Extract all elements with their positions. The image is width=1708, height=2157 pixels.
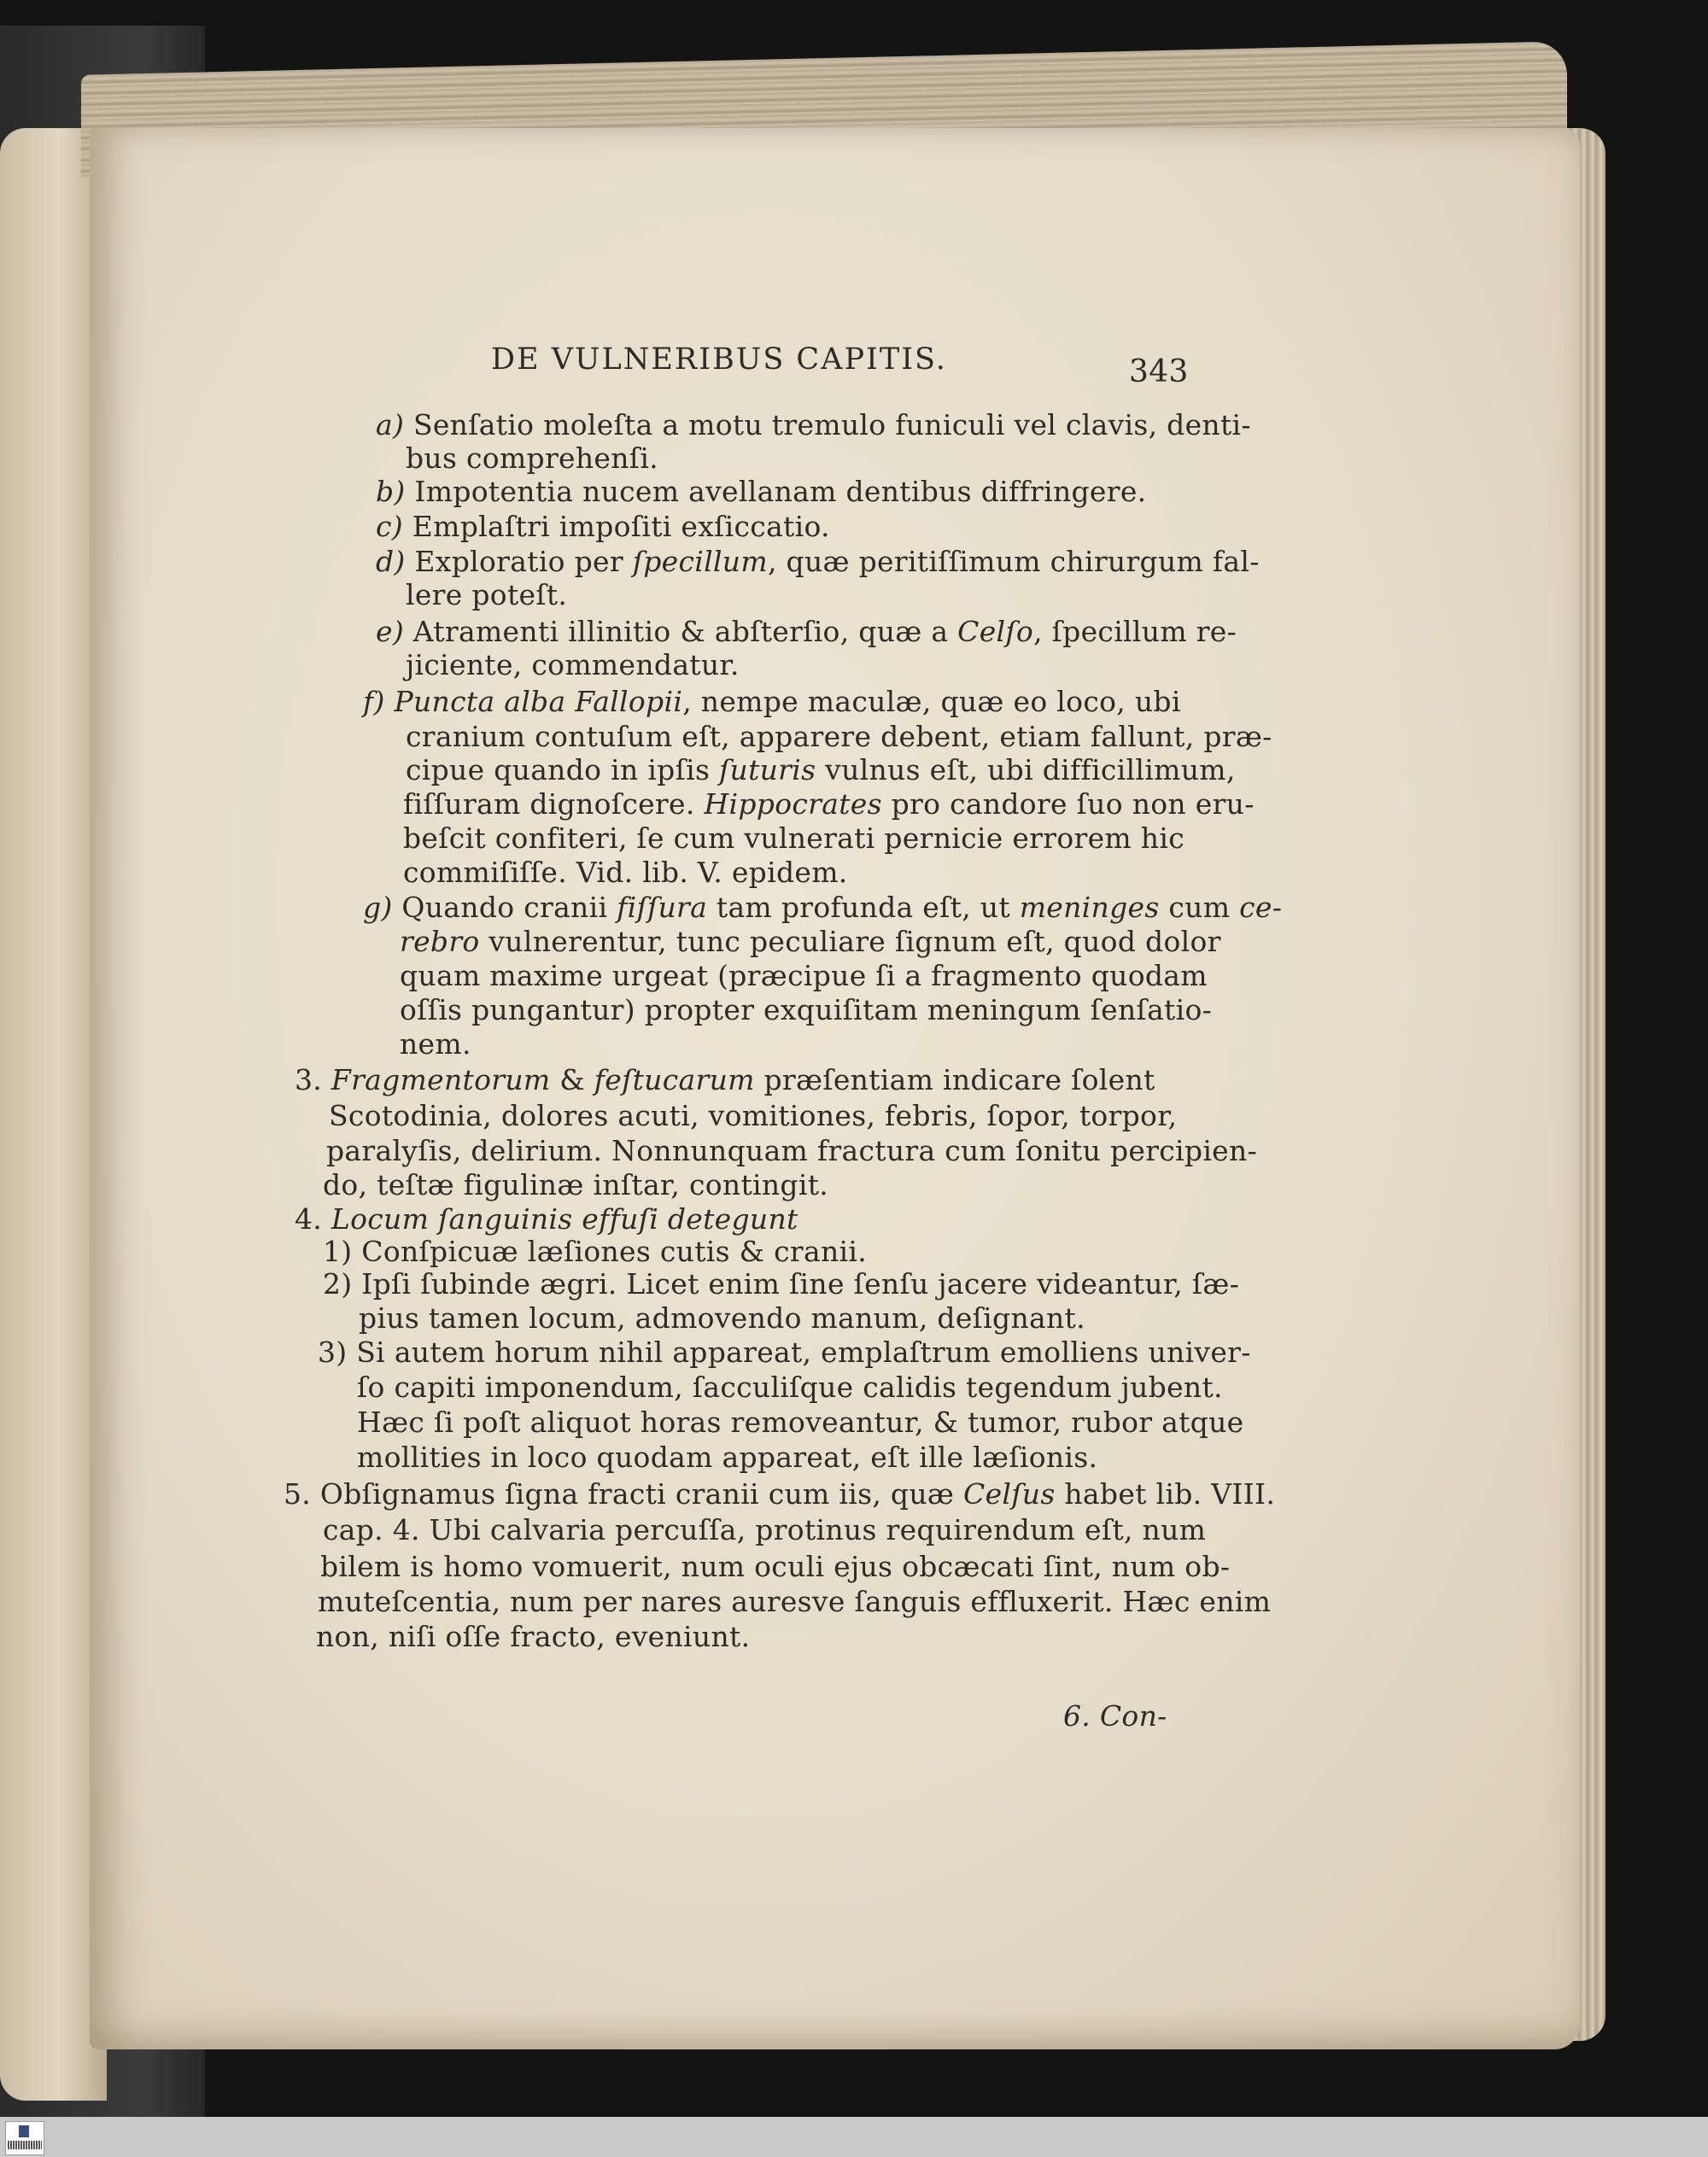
running-title: DE VULNERIBUS CAPITIS. [491,342,947,377]
text-line: lere poteſt. [406,578,568,611]
text-line: mollities in loco quodam appareat, eſt ille læſionis. [357,1441,1098,1474]
catchword: 6. Con- [1063,1699,1167,1733]
text-line: f) Puncta alba Fallopii, nempe maculæ, quæ eo loco, ubi [363,685,1181,718]
text-line: 4. Locum ſanguinis effuſi detegunt [295,1202,798,1236]
text-line: bilem is homo vomuerit, num oculi ejus obcæcati ſint, num ob- [320,1550,1231,1583]
text-line: oſſis pungantur) propter exquiſitam meningum ſenſatio- [400,993,1213,1026]
text-line: 3. Fragmentorum & feſtucarum præſentiam indicare ſolent [295,1063,1155,1096]
text-line: quam maxime urgeat (præcipue ſi a fragmento quodam [400,959,1208,992]
logo-wordmark [8,2141,42,2149]
text-line: pius tamen locum, admovendo manum, deſignant. [359,1301,1085,1335]
text-line: 3) Si autem horum nihil appareat, emplaſtrum emolliens univer- [318,1336,1251,1369]
text-line: nem. [400,1027,471,1061]
text-line: do, teſtæ figulinæ inſtar, contingit. [323,1168,829,1201]
text-line: Scotodinia, dolores acuti, vomitiones, febris, ſopor, torpor, [329,1099,1178,1132]
text-line: cranium contuſum eſt, apparere debent, etiam fallunt, præ- [406,720,1272,753]
text-line: Hæc ſi poſt aliquot horas removeantur, & tumor, rubor atque [357,1406,1244,1439]
text-line: g) Quando cranii fiſſura tam profunda eſt, ut meninges cum ce- [363,891,1283,924]
page-number: 343 [1129,354,1189,389]
text-line: d) Exploratio per ſpecillum, quæ peritiſſimum chirurgum fal- [376,545,1260,578]
text-line: cap. 4. Ubi calvaria percuſſa, protinus requirendum eſt, num [323,1513,1207,1546]
text-line: commiſiſſe. Vid. lib. V. epidem. [403,856,848,889]
text-line: fiſſuram dignoſcere. Hippocrates pro candore ſuo non eru- [403,787,1255,821]
viewer-footer-bar [0,2117,1708,2157]
text-line: cipue quando in ipſis ſuturis vulnus eſt, ubi difficillimum, [406,753,1236,786]
text-line: e) Atramenti illinitio & abſterſio, quæ a Celſo, ſpecillum re- [376,615,1237,648]
crest-icon [19,2125,29,2137]
text-line: a) Senſatio moleſta a motu tremulo funiculi vel clavis, denti- [376,408,1251,441]
text-line: rebro vulnerentur, tunc peculiare ſignum eſt, quod dolor [400,925,1221,958]
text-line: 2) Ipſi ſubinde ægri. Licet enim ſine ſenſu jacere videantur, ſæ- [323,1267,1240,1301]
text-line: muteſcentia, num per nares auresve ſanguis effluxerit. Hæc enim [318,1585,1272,1618]
text-line: ſo capiti imponendum, ſacculiſque calidis tegendum jubent. [357,1371,1223,1404]
text-line: 5. Obſignamus ſigna fracti cranii cum iis, quæ Celſus habet lib. VIII. [284,1477,1276,1511]
text-line: c) Emplaſtri impoſiti exſiccatio. [376,510,830,543]
text-line: jiciente, commendatur. [406,648,740,681]
text-line: bus comprehenſi. [406,441,658,475]
text-line: beſcit confiteri, ſe cum vulnerati pernicie errorem hic [403,821,1184,855]
library-logo [5,2121,44,2155]
text-line: non, niſi oſſe fracto, eveniunt. [316,1620,751,1653]
text-line: paralyſis, delirium. Nonnunquam fractura cum ſonitu percipien- [326,1134,1258,1167]
text-line: 1) Conſpicuæ læſiones cutis & cranii. [323,1235,868,1268]
text-line: b) Impotentia nucem avellanam dentibus diffringere. [376,475,1147,508]
